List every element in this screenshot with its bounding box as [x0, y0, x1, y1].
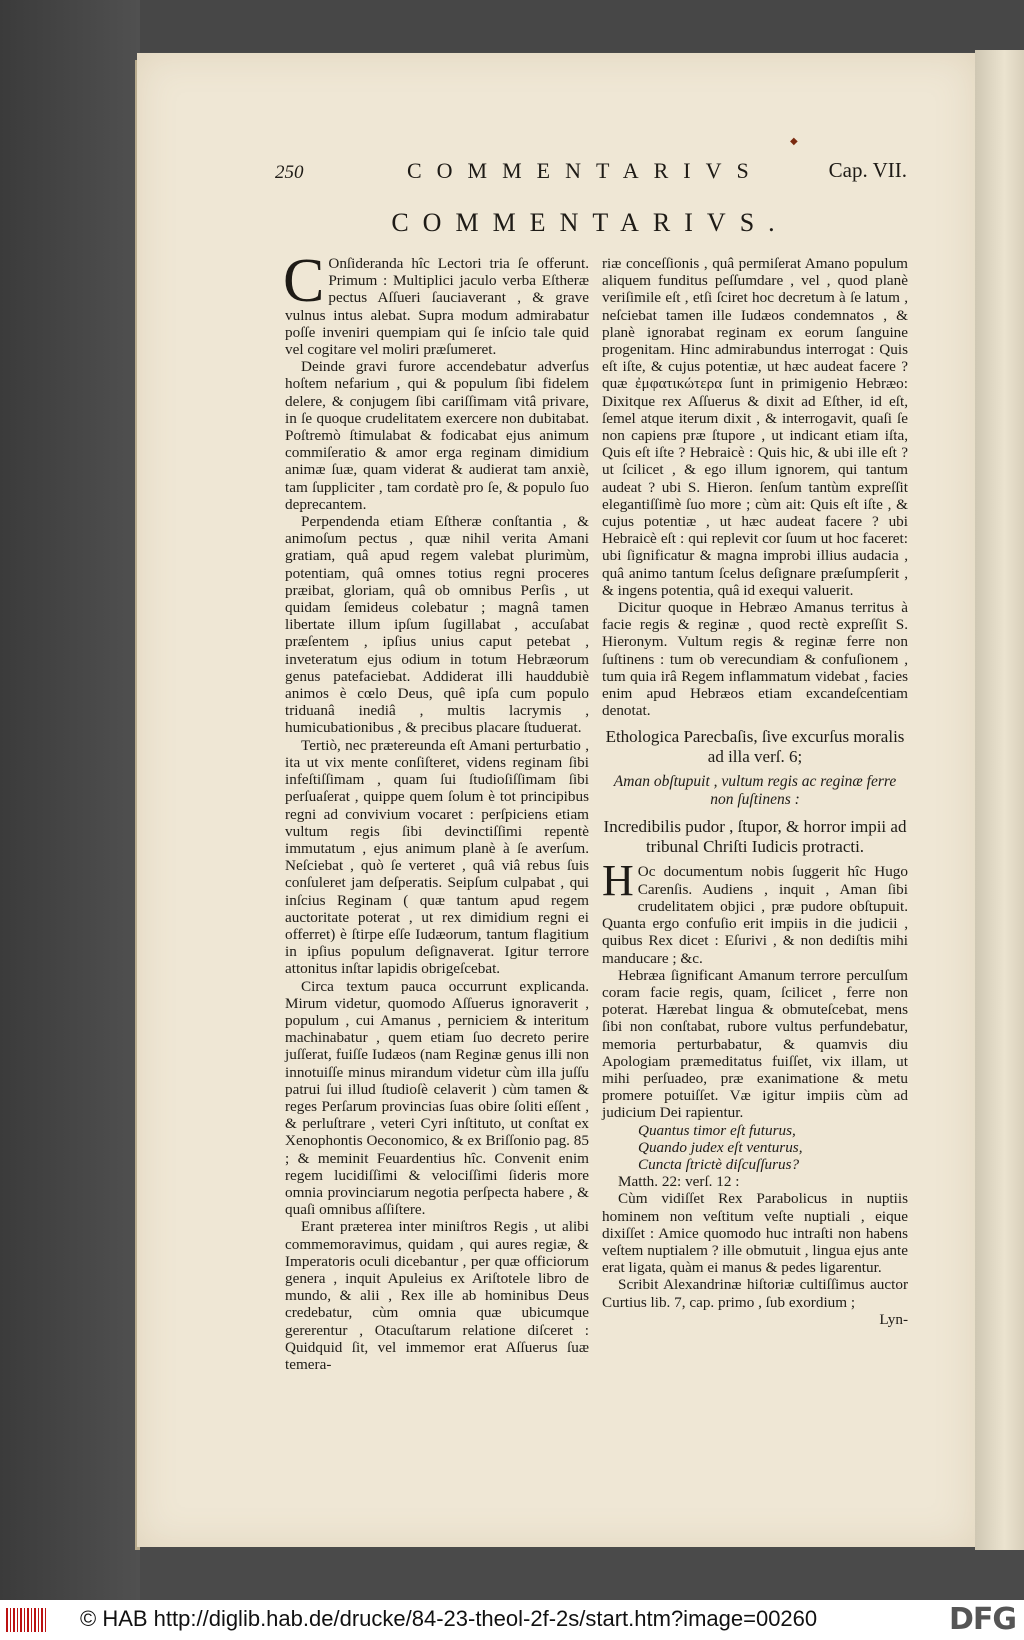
paragraph	[283, 247, 589, 359]
paragraph: riæ conceſſionis , quâ permiſerat Amano populum aliquem funditus peſſumdare , vel , quod planè veriſimile eſt , etſi ſciret hoc decretum à ſe latum , neſciebat tamen ille Iudæos condemnatos , & planè ignorabat reginam ex eorum ſanguine progenitam. Hinc admirabundus interrogat : Quis eſt iſte, & cujus potentiæ, ut hæc audeat facere ? quæ ἐμφατικώτερα ſunt in primigenio Hebræo: Dixitque rex Aſſuerus & dixit ad Eſther, id eſt, ſemel atque iterum dixit , & interrogavit, quaſi ſe non capiens præ ſtupore , ut indicant etiam iſta, Quis eſt iſte ? Hebraicè : Quis hic, & ubi ille eſt ? ut ſcilicet , & ego illum ignorem, qui tantum audeat ? ubi S. Hieron. ſenſum tantùm expreſſit elegantiſſimè ſuo more ; cùm ait: Quis eſt iſte , & cujus potentiæ , ut hæc audeat facere ? ubi Hebraicè eſt : qui replevit cor ſuum ut hoc faceret: ubi ſignificatur & magna improbi illius audacia , quâ animo tantum ſcelus deſignare præſumpſerit , & ingens potentia, quâ id exequi valuerit.	[602, 255, 908, 599]
right-column	[602, 255, 908, 1328]
catchword: Lyn-	[879, 1310, 908, 1328]
footer-bar	[0, 1600, 1024, 1640]
hab-logo-icon	[6, 1608, 46, 1632]
verse-line: Cuncta ſtrictè diſcuſſurus?	[638, 1155, 800, 1173]
paragraph-text: Onſideranda hîc Lectori tria ſe offerunt. Primum : Multiplici jaculo verba Eſtheræ pectus Aſſueri ſauciaverant , & grave vulnus intus alebat. Supra modum admirabatur poſſe inveniri quempiam qui ſe inſcio tale quid vel cogitare vel moliri præſumeret.	[285, 255, 589, 359]
verse-line: Quantus timor eſt futurus,	[638, 1121, 796, 1139]
subheading: Incredibilis pudor , ſtupor, & horror impii ad tribunal Chriſti Iudicis protracti.	[603, 817, 907, 857]
paragraph: Cùm vidiſſet Rex Parabolicus in nuptiis hominem non veſtitum veſte nuptiali , eique dixiſſet : Amice quomodo huc intraſti non habens veſtem nuptialem ? ille obmutuit , lingua ejus ante erat ligata, quàm ei manus & pedes ligarentur.	[602, 1190, 908, 1277]
paragraph: Scribit Alexandrinæ hiſtoriæ cultiſſimus auctor Curtius lib. 7, cap. primo , ſub exordium ;	[602, 1276, 908, 1311]
section-title: COMMENTARIVS.	[391, 208, 789, 237]
paragraph: Dicitur quoque in Hebræo Amanus territus à facie regis & reginæ , quod rectè expreſſit S. Hieronym. Vultum regis & reginæ ferre non ſuſtinens : tum ob verecundiam & confuſionem , tum quia irâ Regem inflammatum videbat , facies enim apud Hebræos etiam excandeſcentiam denotat.	[602, 599, 908, 720]
scan-background-top	[0, 0, 1024, 52]
paragraph-text: Oc documentum nobis ſuggerit hîc Hugo Carenſis. Audiens , inquit , Aman ſibi crudelitatem objici , præ pudore obſtupuit. Quanta ergo confuſio erit impiis in die judicii , quibus Rex dicet : Eſurivi , & non dediſtis mihi manducare ; &c.	[602, 863, 908, 967]
dfg-logo: DFG	[948, 1602, 1016, 1637]
paragraph	[602, 856, 908, 967]
paragraph: Hebræa ſignificant Amanum terrore perculſum coram facie regis, quam, ſcilicet , ferre non poterat. Hærebat lingua & obmuteſcebat, mens ſibi non conſtabat, rubore vultus perfundebatur, memoria perturbabatur, & quamvis diu Apologiam præmeditatus fuiſſet, vix illam, ut mihi perſuadeo, præ exanimatione & metu promere potuiſſet. Væ igitur impiis cùm ad judicium Dei rapientur.	[602, 966, 908, 1122]
paragraph: Erant præterea inter miniſtros Regis , ut alibi commemoravimus, quidam , qui aures regiæ, & Imperatoris oculi dicebantur , per quæ officiorum genera , inquit Apuleius ex Ariſtotele libro de mundo, & alii , Rex ille ab hominibus Deus credebatur, cùm omnia quæ ubicumque gererentur , Otacuſtarum relatione diſceret : Quidquid ſit, vel immemor erat Aſſuerus ſuæ temera-	[285, 1218, 589, 1373]
excursus-heading: Ethologica Parecbaſis, ſive excurſus moralis ad illa verſ. 6;	[605, 727, 905, 767]
drop-cap: H	[602, 856, 634, 906]
drop-cap: C	[283, 247, 325, 315]
source-link[interactable]: © HAB http://diglib.hab.de/drucke/84-23-theol-2f-2s/start.htm?image=00260	[80, 1606, 818, 1631]
paragraph: Deinde gravi furore accendebatur adverſus hoſtem nefarium , qui & populum ſibi fidelem delere, & conjugem ſibi cariſſimam vitâ privare, in ſe quoque crudelitatem exercere non dubitabat. Poſtremò ſtimulabat & fodicabat ejus animum commiſeratio & amor erga reginam dimidium animæ ſuæ, quam viderat & audierat tam anxiè, tam ſuppliciter , tam cordatè pro ſe, & populo ſuo deprecantem.	[285, 358, 589, 513]
running-title: COMMENTARIVS	[407, 158, 764, 183]
paragraph: Tertiò, nec prætereunda eſt Amani perturbatio , ita ut vix mente conſiſteret, videns reginam ſibi infeſtiſſimam , quam ſui ſtudioſiſſimam ſibi perſuaſerat , quippe quem ſolum è tot principibus regni ad convivium vocaret : perſpiciens etiam vultum regis ſibi devinctiſſimi repentè immutatum , ejus animum planè à ſe averſum. Neſciebat , quò ſe verteret , quâ viâ rebus ſuis conſuleret jam deſperatis. Seipſum culpabat , qui inſcius Reginam ( quæ tantum apud regem auctoritate poterat , ut rex dimidium regni ei offerret) è ſtirpe eſſe Iudæorum, tantum flagitium in ipſius populum deſignaverat. Igitur terrore attonitus inſtar lapidis obrigeſcebat.	[285, 736, 589, 978]
ink-spot: ◆	[790, 136, 798, 147]
running-head	[275, 158, 907, 188]
scan-background-left	[0, 0, 140, 1600]
verse-line: Quando judex eſt venturus,	[638, 1138, 803, 1156]
facing-page-edge	[975, 50, 1024, 1550]
page-number: 250	[275, 162, 304, 183]
lemma-quote: Aman obſtupuit , vultum regis ac reginæ ferre non ſuſtinens :	[613, 773, 897, 809]
paragraph: Circa textum pauca occurrunt explicanda. Mirum videtur, quomodo Aſſuerus ignoraverit , populum , cui Amanus , perniciem & interitum machinabatur , quem etiam ſuo decreto perire juſſerat, fuiſſe Iudæos (nam Reginæ genus illi non innotuiſſe minus mirandum videtur cùm illa juſſu patrui ſui illud ſtudioſè celaverit ) cùm tamen & reges Perſarum provincias ſuas obire ſoliti eſſent , & perluſtrare , veteri Cyri inſtituto, ut conſtat ex Xenophontis Oeconomico, & ex Briſſonio pag. 85 ; & meminit Feuardentius hîc. Convenit enim regem lucidiſſimi & velociſſimi ſideris more omnia provinciarum negotia perſpecta habere , & quaſi omnibus aſſiſtere.	[285, 977, 589, 1219]
chapter-label: Cap. VII.	[828, 158, 907, 182]
paragraph: Perpendenda etiam Eſtheræ conſtantia , & animoſum pectus , quæ nihil verita Amani gratiam, quâ apud regem valebat plurimùm, potentiam, quâ omnes totius regni proceres præibat, gloriam, quâ ob omnibus Perſis , ut quidam ſemideus colebatur ; magnâ tamen libertate illum ipſum ſugillabat , accuſabat præſentem , ipſius unius caput petebat , inveteratum ejus odium in totum Hebræorum genus patefaciebat. Addiderat illi hauddubiè animos è cœlo Deus, quê ipſa cum populo triduanâ inediâ , multis lacrymis , humicubationibus , & precibus placare ſtuduerat.	[285, 513, 589, 737]
left-column	[283, 247, 589, 1373]
scripture-reference: Matth. 22: verſ. 12 :	[618, 1173, 740, 1191]
